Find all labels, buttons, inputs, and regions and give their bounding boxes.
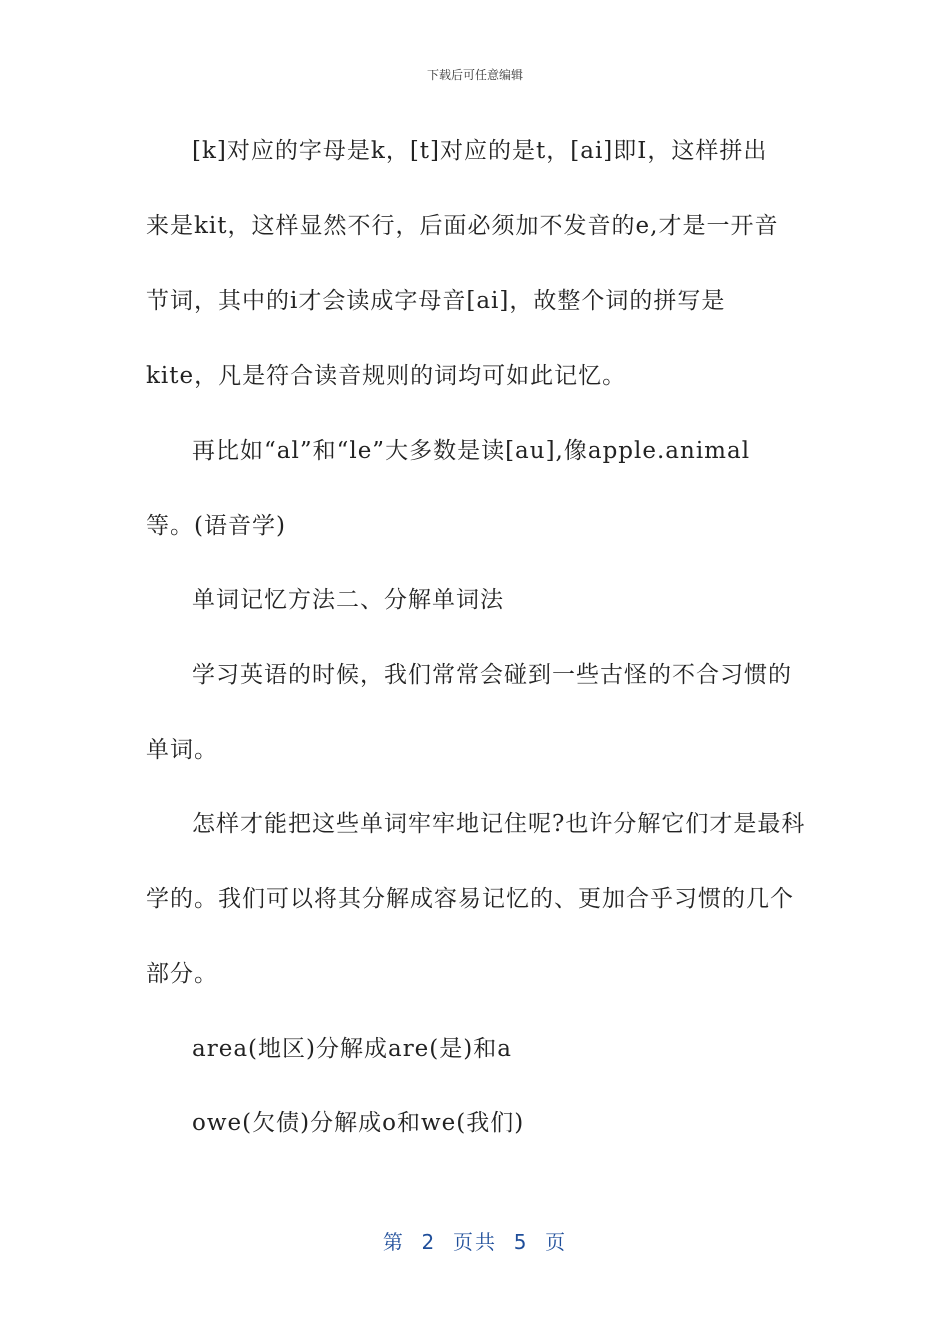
- paragraph-line: kite，凡是符合读音规则的词均可如此记忆。: [146, 363, 627, 389]
- example-line: area(地区)分解成are(是)和a: [192, 1036, 512, 1062]
- paragraph-line: 等。(语音学): [146, 513, 286, 539]
- paragraph-line: 学的。我们可以将其分解成容易记忆的、更加合乎习惯的几个: [146, 886, 794, 912]
- paragraph-line: [k]对应的字母是k，[t]对应的是t，[ai]即I，这样拼出: [192, 138, 768, 164]
- paragraph-line: 再比如“al”和“le”大多数是读[au],像apple.animal: [192, 438, 751, 464]
- paragraph-line: 怎样才能把这些单词牢牢地记住呢?也许分解它们才是最科: [192, 811, 806, 837]
- example-line: owe(欠债)分解成o和we(我们): [192, 1110, 525, 1136]
- paragraph-line: 单词。: [146, 737, 218, 763]
- footer-prefix: 第: [382, 1230, 405, 1254]
- paragraph-line: 部分。: [146, 961, 218, 987]
- current-page-number: 2: [421, 1230, 437, 1254]
- footer-suffix: 页: [545, 1230, 568, 1254]
- section-heading: 单词记忆方法二、分解单词法: [192, 587, 504, 613]
- paragraph-line: 节词，其中的i才会读成字母音[ai]，故整个词的拼写是: [146, 288, 726, 314]
- page-footer: [0, 1226, 950, 1255]
- paragraph-line: 学习英语的时候，我们常常会碰到一些古怪的不合习惯的: [192, 662, 792, 688]
- page-header: 下载后可任意编辑: [426, 68, 523, 82]
- paragraph-line: 来是kit，这样显然不行，后面必须加不发音的e,才是一开音: [146, 213, 779, 239]
- footer-middle: 页共: [453, 1230, 497, 1254]
- total-page-count: 5: [513, 1230, 529, 1254]
